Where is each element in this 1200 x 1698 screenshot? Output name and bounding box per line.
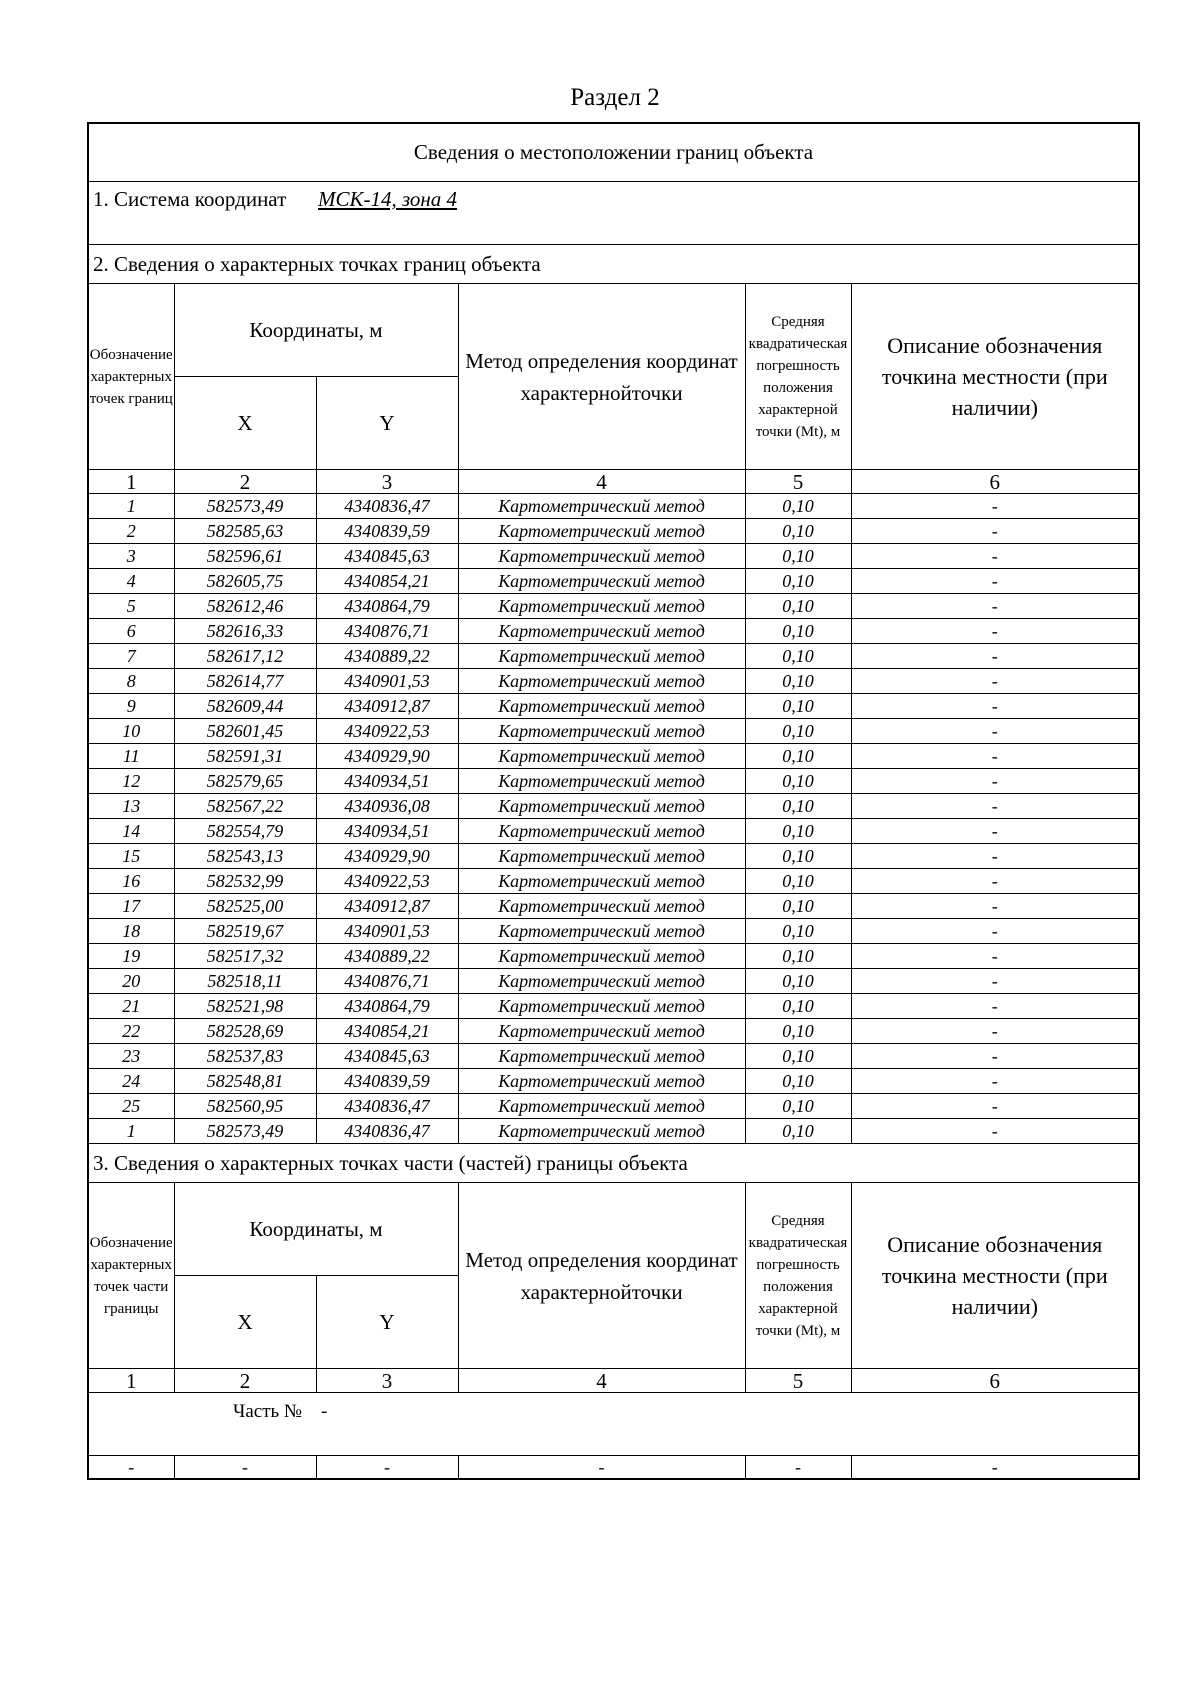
page-title: Раздел 2 xyxy=(570,84,660,111)
description-cell: - xyxy=(851,744,1139,769)
table-cell: - xyxy=(174,1456,316,1480)
error-cell: 0,10 xyxy=(745,644,851,669)
x-cell: 582579,65 xyxy=(174,769,316,794)
table-cell: - xyxy=(316,1456,458,1480)
header-x: X xyxy=(174,1276,316,1369)
table-cell: - xyxy=(88,1456,174,1480)
error-cell: 0,10 xyxy=(745,669,851,694)
x-cell: 582560,95 xyxy=(174,1094,316,1119)
column-numbers-row xyxy=(88,470,1139,494)
header-description: Описание обозначения точкина местности (при наличии) xyxy=(851,1183,1139,1369)
description-cell: - xyxy=(851,569,1139,594)
method-cell: Картометрический метод xyxy=(458,569,745,594)
col-number: 4 xyxy=(458,470,745,494)
x-cell: 582517,32 xyxy=(174,944,316,969)
description-cell: - xyxy=(851,644,1139,669)
table-row xyxy=(88,669,1139,694)
col-number: 6 xyxy=(851,1369,1139,1393)
table-row xyxy=(88,519,1139,544)
x-cell: 582612,46 xyxy=(174,594,316,619)
col-number: 2 xyxy=(174,470,316,494)
method-cell: Картометрический метод xyxy=(458,994,745,1019)
point-id-cell: 16 xyxy=(88,869,174,894)
point-id-cell: 10 xyxy=(88,719,174,744)
method-cell: Картометрический метод xyxy=(458,619,745,644)
point-id-cell: 13 xyxy=(88,794,174,819)
header-x: X xyxy=(174,377,316,470)
description-cell: - xyxy=(851,1094,1139,1119)
y-cell: 4340912,87 xyxy=(316,694,458,719)
x-cell: 582519,67 xyxy=(174,919,316,944)
header-method: Метод определения координат характернойточки xyxy=(458,1183,745,1369)
table-row xyxy=(88,894,1139,919)
table-cell: - xyxy=(851,1456,1139,1480)
error-cell: 0,10 xyxy=(745,844,851,869)
y-cell: 4340929,90 xyxy=(316,744,458,769)
point-id-cell: 22 xyxy=(88,1019,174,1044)
part-value: - xyxy=(321,1401,328,1422)
method-cell: Картометрический метод xyxy=(458,694,745,719)
x-cell: 582573,49 xyxy=(174,494,316,519)
method-cell: Картометрический метод xyxy=(458,1119,745,1144)
description-cell: - xyxy=(851,619,1139,644)
header-y: Y xyxy=(316,1276,458,1369)
table-row xyxy=(88,744,1139,769)
description-cell: - xyxy=(851,694,1139,719)
method-cell: Картометрический метод xyxy=(458,1094,745,1119)
x-cell: 582528,69 xyxy=(174,1019,316,1044)
header-point: Обозначение характерных точек части границы xyxy=(88,1183,174,1369)
header-coords: Координаты, м xyxy=(174,284,458,377)
error-cell: 0,10 xyxy=(745,994,851,1019)
method-cell: Картометрический метод xyxy=(458,819,745,844)
description-cell: - xyxy=(851,1069,1139,1094)
table-row xyxy=(88,569,1139,594)
y-cell: 4340929,90 xyxy=(316,844,458,869)
y-cell: 4340876,71 xyxy=(316,619,458,644)
table-row xyxy=(88,494,1139,519)
method-cell: Картометрический метод xyxy=(458,1019,745,1044)
y-cell: 4340836,47 xyxy=(316,1119,458,1144)
col-number: 5 xyxy=(745,470,851,494)
table-row xyxy=(88,594,1139,619)
point-id-cell: 23 xyxy=(88,1044,174,1069)
table-row xyxy=(88,1119,1139,1144)
section2-title: 2. Сведения о характерных точках границ объекта xyxy=(88,245,1139,284)
point-id-cell: 9 xyxy=(88,694,174,719)
point-id-cell: 21 xyxy=(88,994,174,1019)
table-cell: - xyxy=(458,1456,745,1480)
point-id-cell: 25 xyxy=(88,1094,174,1119)
y-cell: 4340901,53 xyxy=(316,919,458,944)
description-cell: - xyxy=(851,769,1139,794)
point-id-cell: 14 xyxy=(88,819,174,844)
y-cell: 4340845,63 xyxy=(316,544,458,569)
x-cell: 582543,13 xyxy=(174,844,316,869)
method-cell: Картометрический метод xyxy=(458,544,745,569)
method-cell: Картометрический метод xyxy=(458,744,745,769)
error-cell: 0,10 xyxy=(745,744,851,769)
y-cell: 4340876,71 xyxy=(316,969,458,994)
point-id-cell: 6 xyxy=(88,619,174,644)
point-id-cell: 5 xyxy=(88,594,174,619)
y-cell: 4340936,08 xyxy=(316,794,458,819)
table-row xyxy=(88,769,1139,794)
header-y: Y xyxy=(316,377,458,470)
x-cell: 582573,49 xyxy=(174,1119,316,1144)
table-row xyxy=(88,919,1139,944)
method-cell: Картометрический метод xyxy=(458,944,745,969)
description-cell: - xyxy=(851,494,1139,519)
error-cell: 0,10 xyxy=(745,1119,851,1144)
error-cell: 0,10 xyxy=(745,969,851,994)
error-cell: 0,10 xyxy=(745,719,851,744)
point-id-cell: 8 xyxy=(88,669,174,694)
description-cell: - xyxy=(851,519,1139,544)
error-cell: 0,10 xyxy=(745,819,851,844)
y-cell: 4340839,59 xyxy=(316,519,458,544)
col-number: 2 xyxy=(174,1369,316,1393)
y-cell: 4340836,47 xyxy=(316,1094,458,1119)
y-cell: 4340836,47 xyxy=(316,494,458,519)
x-cell: 582601,45 xyxy=(174,719,316,744)
y-cell: 4340934,51 xyxy=(316,769,458,794)
point-id-cell: 11 xyxy=(88,744,174,769)
point-id-cell: 19 xyxy=(88,944,174,969)
col-number: 1 xyxy=(88,1369,174,1393)
error-cell: 0,10 xyxy=(745,569,851,594)
method-cell: Картометрический метод xyxy=(458,1069,745,1094)
method-cell: Картометрический метод xyxy=(458,719,745,744)
x-cell: 582567,22 xyxy=(174,794,316,819)
x-cell: 582518,11 xyxy=(174,969,316,994)
error-cell: 0,10 xyxy=(745,519,851,544)
description-cell: - xyxy=(851,669,1139,694)
point-id-cell: 18 xyxy=(88,919,174,944)
method-cell: Картометрический метод xyxy=(458,919,745,944)
part-empty-row xyxy=(88,1456,1139,1480)
point-id-cell: 12 xyxy=(88,769,174,794)
description-cell: - xyxy=(851,869,1139,894)
table-cell: - xyxy=(745,1456,851,1480)
coord-system-label: 1. Система координат xyxy=(93,187,287,211)
col-number: 3 xyxy=(316,1369,458,1393)
method-cell: Картометрический метод xyxy=(458,669,745,694)
table-row xyxy=(88,844,1139,869)
y-cell: 4340839,59 xyxy=(316,1069,458,1094)
y-cell: 4340854,21 xyxy=(316,1019,458,1044)
table-row xyxy=(88,1069,1139,1094)
y-cell: 4340854,21 xyxy=(316,569,458,594)
method-cell: Картометрический метод xyxy=(458,869,745,894)
error-cell: 0,10 xyxy=(745,794,851,819)
point-id-cell: 7 xyxy=(88,644,174,669)
table-title: Сведения о местоположении границ объекта xyxy=(88,123,1139,182)
x-cell: 582521,98 xyxy=(174,994,316,1019)
description-cell: - xyxy=(851,994,1139,1019)
point-id-cell: 17 xyxy=(88,894,174,919)
error-cell: 0,10 xyxy=(745,1044,851,1069)
section3-title: 3. Сведения о характерных точках части (частей) границы объекта xyxy=(88,1144,1139,1183)
error-cell: 0,10 xyxy=(745,544,851,569)
method-cell: Картометрический метод xyxy=(458,1044,745,1069)
method-cell: Картометрический метод xyxy=(458,844,745,869)
y-cell: 4340922,53 xyxy=(316,719,458,744)
error-cell: 0,10 xyxy=(745,769,851,794)
error-cell: 0,10 xyxy=(745,919,851,944)
point-id-cell: 20 xyxy=(88,969,174,994)
description-cell: - xyxy=(851,794,1139,819)
col-number: 5 xyxy=(745,1369,851,1393)
x-cell: 582548,81 xyxy=(174,1069,316,1094)
error-cell: 0,10 xyxy=(745,619,851,644)
method-cell: Картометрический метод xyxy=(458,794,745,819)
description-cell: - xyxy=(851,1019,1139,1044)
col-number: 1 xyxy=(88,470,174,494)
y-cell: 4340912,87 xyxy=(316,894,458,919)
col-number: 4 xyxy=(458,1369,745,1393)
y-cell: 4340934,51 xyxy=(316,819,458,844)
description-cell: - xyxy=(851,1044,1139,1069)
point-id-cell: 3 xyxy=(88,544,174,569)
table-row xyxy=(88,1094,1139,1119)
header-point: Обозначение характерных точек границ xyxy=(88,284,174,470)
x-cell: 582532,99 xyxy=(174,869,316,894)
description-cell: - xyxy=(851,894,1139,919)
description-cell: - xyxy=(851,919,1139,944)
x-cell: 582617,12 xyxy=(174,644,316,669)
error-cell: 0,10 xyxy=(745,869,851,894)
method-cell: Картометрический метод xyxy=(458,494,745,519)
table-row xyxy=(88,944,1139,969)
x-cell: 582537,83 xyxy=(174,1044,316,1069)
description-cell: - xyxy=(851,1119,1139,1144)
col-number: 3 xyxy=(316,470,458,494)
x-cell: 582616,33 xyxy=(174,619,316,644)
header-method: Метод определения координат характернойточки xyxy=(458,284,745,470)
point-id-cell: 1 xyxy=(88,1119,174,1144)
x-cell: 582585,63 xyxy=(174,519,316,544)
table-row xyxy=(88,1019,1139,1044)
x-cell: 582525,00 xyxy=(174,894,316,919)
y-cell: 4340864,79 xyxy=(316,594,458,619)
header-error: Средняя квадратическая погрешность положения характерной точки (Mt), м xyxy=(745,1183,851,1369)
error-cell: 0,10 xyxy=(745,1019,851,1044)
table-row xyxy=(88,719,1139,744)
method-cell: Картометрический метод xyxy=(458,969,745,994)
description-cell: - xyxy=(851,944,1139,969)
point-id-cell: 24 xyxy=(88,1069,174,1094)
description-cell: - xyxy=(851,544,1139,569)
method-cell: Картометрический метод xyxy=(458,644,745,669)
x-cell: 582605,75 xyxy=(174,569,316,594)
table-row xyxy=(88,969,1139,994)
method-cell: Картометрический метод xyxy=(458,894,745,919)
x-cell: 582596,61 xyxy=(174,544,316,569)
table-row xyxy=(88,619,1139,644)
method-cell: Картометрический метод xyxy=(458,594,745,619)
y-cell: 4340922,53 xyxy=(316,869,458,894)
y-cell: 4340901,53 xyxy=(316,669,458,694)
header-description: Описание обозначения точкина местности (при наличии) xyxy=(851,284,1139,470)
error-cell: 0,10 xyxy=(745,694,851,719)
x-cell: 582614,77 xyxy=(174,669,316,694)
x-cell: 582591,31 xyxy=(174,744,316,769)
point-id-cell: 2 xyxy=(88,519,174,544)
table-row xyxy=(88,544,1139,569)
coord-system-value: МСК-14, зона 4 xyxy=(318,187,458,211)
table-row xyxy=(88,794,1139,819)
error-cell: 0,10 xyxy=(745,944,851,969)
y-cell: 4340864,79 xyxy=(316,994,458,1019)
header-coords: Координаты, м xyxy=(174,1183,458,1276)
error-cell: 0,10 xyxy=(745,1069,851,1094)
error-cell: 0,10 xyxy=(745,894,851,919)
coord-system-row xyxy=(88,182,1139,245)
table-row xyxy=(88,994,1139,1019)
part-row xyxy=(88,1393,1139,1456)
table-row xyxy=(88,869,1139,894)
error-cell: 0,10 xyxy=(745,494,851,519)
point-id-cell: 15 xyxy=(88,844,174,869)
y-cell: 4340889,22 xyxy=(316,644,458,669)
description-cell: - xyxy=(851,819,1139,844)
point-id-cell: 4 xyxy=(88,569,174,594)
table-row xyxy=(88,694,1139,719)
description-cell: - xyxy=(851,594,1139,619)
description-cell: - xyxy=(851,969,1139,994)
x-cell: 582554,79 xyxy=(174,819,316,844)
table-row xyxy=(88,644,1139,669)
boundary-table xyxy=(87,122,1140,1480)
column-numbers-row xyxy=(88,1369,1139,1393)
error-cell: 0,10 xyxy=(745,1094,851,1119)
y-cell: 4340845,63 xyxy=(316,1044,458,1069)
error-cell: 0,10 xyxy=(745,594,851,619)
y-cell: 4340889,22 xyxy=(316,944,458,969)
point-id-cell: 1 xyxy=(88,494,174,519)
header-error: Средняя квадратическая погрешность положения характерной точки (Mt), м xyxy=(745,284,851,470)
table-row xyxy=(88,1044,1139,1069)
description-cell: - xyxy=(851,844,1139,869)
method-cell: Картометрический метод xyxy=(458,769,745,794)
table-row xyxy=(88,819,1139,844)
method-cell: Картометрический метод xyxy=(458,519,745,544)
part-label: Часть № xyxy=(233,1401,303,1422)
x-cell: 582609,44 xyxy=(174,694,316,719)
col-number: 6 xyxy=(851,470,1139,494)
description-cell: - xyxy=(851,719,1139,744)
